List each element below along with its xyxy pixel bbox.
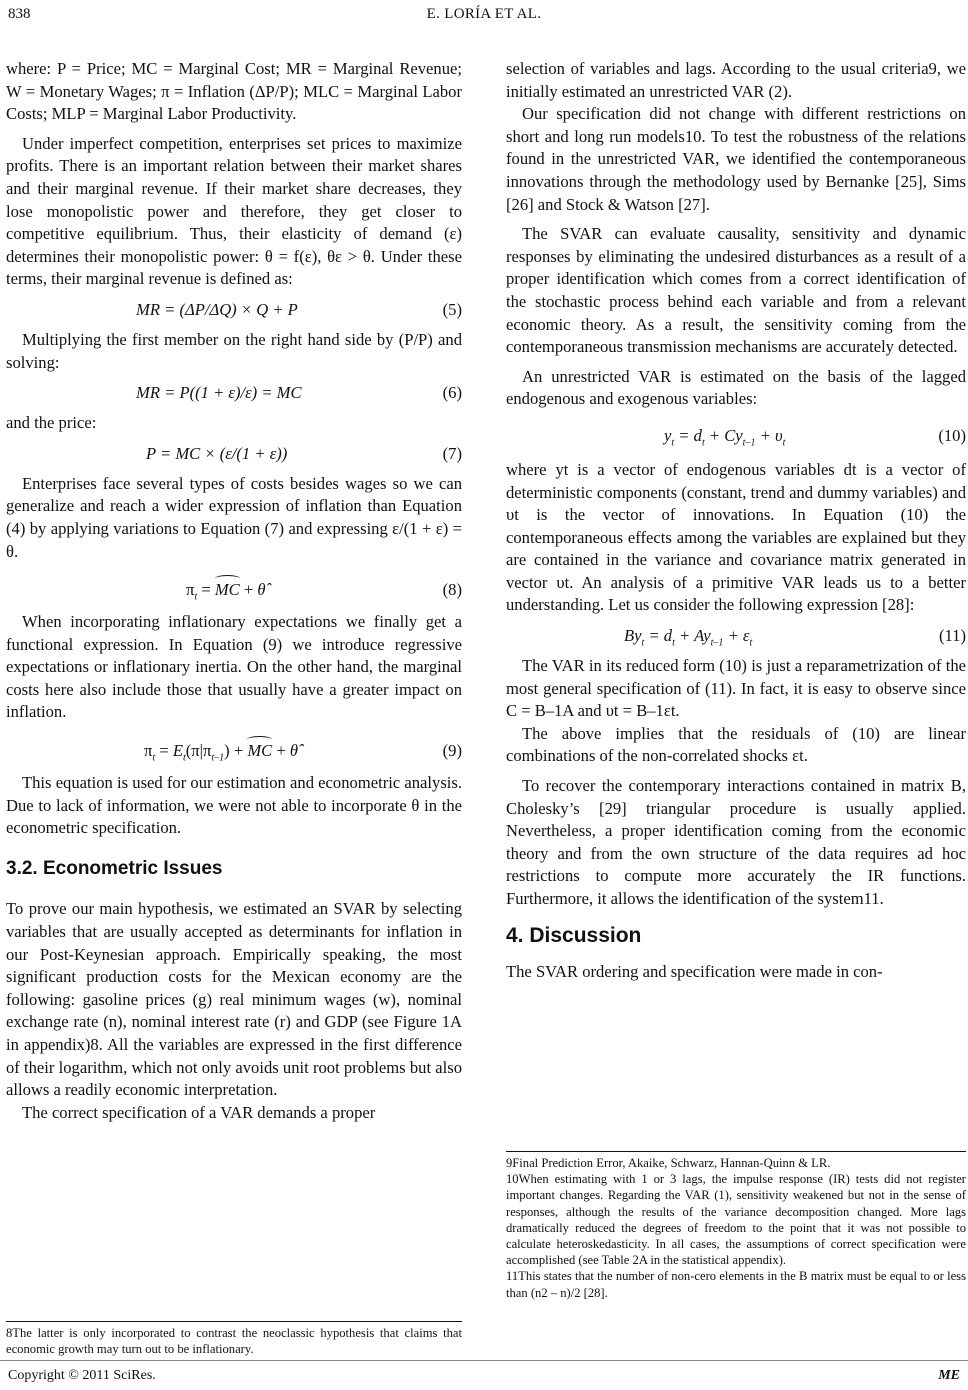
equation-8 (6, 567, 462, 607)
footnote-11: 11This states that the number of non-cero elements in the B matrix must be equal to or less than (n2 – n)/2 [28]. (506, 1269, 966, 1300)
paragraph-svar-ordering: The SVAR ordering and specification were made in con- (506, 962, 883, 982)
equation-7-formula: P = MC × (ε/(1 + ε)) (146, 443, 288, 463)
equation-7 (6, 439, 462, 469)
equation-7-number: (7) (442, 443, 462, 463)
footnotes-right (506, 1155, 966, 1301)
paragraph-and-the-price: and the price: (6, 413, 97, 433)
equation-10-number: (10) (938, 425, 966, 445)
equation-8-formula: $\pi_t$ = MC + θ̂ (186, 580, 266, 603)
paragraph-selection: selection of variables and lags. According to the usual criteria9, we initially estimated an unrestricted VAR (2). (506, 59, 966, 101)
variable-definitions: where: P = Price; MC = Marginal Cost; MR = Marginal Revenue; W = Monetary Wages; π = Inflation (ΔP/P); MLC = Marginal Labor Costs; MLP = Marginal Labor Productivity. (6, 59, 462, 124)
paragraph-var-specification: The correct specification of a VAR demands a proper (22, 1102, 376, 1122)
footnote-divider-left (6, 1321, 462, 1322)
right-column (506, 58, 966, 984)
running-header-authors: E. LORÍA ET AL. (426, 6, 542, 22)
equation-5 (6, 295, 462, 325)
equation-6 (6, 378, 462, 408)
paragraph-imperfect-competition: Under imperfect competition, enterprises set prices to maximize profits. There is an important relation between their market shares and their marginal revenue. If their market share decreases, they lose monopolistic power and therefore, they get closer to competitive equilibrium. Thus, their elasticity of demand (ε) determines their monopolistic power: θ = f(ε), θε > θ. Under these terms, their marginal revenue is defined as: (6, 133, 462, 289)
paragraph-where-yt: where yt is a vector of endogenous variables dt is a vector of deterministic components (constant, trend and dummy variables) and υt is the vector of innovations. In Equation (10) the contemporaneous effects among the variables are explained but they are contained in the variance and covariance matrix generated in vector υt. An analysis of a primitive VAR leads us to a better understanding. Let us consider the following expression [28]: (506, 459, 966, 615)
footnote-9: 9Final Prediction Error, Akaike, Schwarz, Hannan-Quinn & LR. (506, 1156, 831, 1170)
section-heading-discussion: 4. Discussion (506, 923, 642, 947)
paragraph-hypothesis: To prove our main hypothesis, we estimated an SVAR by selecting variables that are usually accepted as determinants for inflation in our Post-Keynesian approach. Empirically speaking, the most significant production costs for the Mexican economy are the following: gasoline prices (g) real minimum wages (w), nominal exchange rate (n), nominal interest rate (r) and GDP (see Figure 1A in appendix)8. All the variables are expressed in the first difference of their logarithm, which not only avoids unit root problems but also allows a readily economic interpretation. (6, 899, 462, 1100)
equation-11 (506, 621, 966, 651)
footer-copyright: Copyright © 2011 SciRes. (8, 1368, 156, 1383)
equation-5-number: (5) (442, 299, 462, 319)
paragraph-costs: Enterprises face several types of costs besides wages so we can generalize and reach a wider expression of inflation than Equation (4) by applying variations to Equation (7) and expressing ε/(1 + ε) = θ. (6, 473, 462, 561)
footer-journal: ME (938, 1368, 960, 1383)
paragraph-specification: Our specification did not change with different restrictions on short and long run models10. To test the robustness of the relations found in the unrestricted VAR, we identified the contemporaneous innovations through the methodology used by Bernanke [25], Sims [26] and Stock & Watson [27]. (506, 104, 966, 214)
page-number: 838 (8, 6, 31, 22)
equation-8-number: (8) (442, 580, 462, 600)
paragraph-svar: The SVAR can evaluate causality, sensitivity and dynamic responses by eliminating the undesired disturbances as a result of a proper identification which comes from a correct identification of the stochastic process behind each variable and from a relevant economic theory. As a result, the sensitivity coming from the contemporaneous transmission mechanisms are accurately detected. (506, 224, 966, 357)
equation-9-formula: $\pi_t = E_t(\pi|\pi_{t-1})$ + MC + θ̂ (144, 741, 299, 764)
footnote-10: 10When estimating with 1 or 3 lags, the impulse response (IR) tests did not register important changes. Regarding the VAR (1), sensitivity weakened but not in the sense of responses, although the results of the variance decomposition changed. More lags dramatically reduced the degrees of freedom to the point that it was not possible to calculate heteroskedasticity. In all cases, the assumptions of correct specification were accomplished (see Table 2A in the statistical appendix). (506, 1172, 966, 1268)
equation-10 (506, 415, 966, 455)
paragraph-cholesky: To recover the contemporary interactions contained in matrix B, Cholesky’s [29] triangular procedure is usually applied. Nevertheless, a proper identification coming from the economic theory and from the own structure of the data requires ad hoc restrictions to compute more accurately the IR functions. Furthermore, it allows the identification of the system11. (506, 776, 966, 908)
paragraph-residuals: The above implies that the residuals of (10) are linear combinations of the non-correlated shocks εt. (506, 723, 966, 766)
equation-9-number: (9) (442, 741, 462, 761)
equation-11-formula: $By_t = d_t + Ay_{t-1} + \varepsilon_t$ (624, 626, 753, 649)
equation-11-number: (11) (938, 626, 966, 646)
footnote-divider-right (506, 1151, 966, 1152)
paragraph-inflationary-expectations: When incorporating inflationary expectations we finally get a functional expression. In Equation (9) we introduce regressive expectations or inflationary inertia. On the other hand, the marginal costs here also include those that usually have a greater impact on inflation. (6, 612, 462, 722)
paragraph-unrestricted-var: An unrestricted VAR is estimated on the basis of the lagged endogenous and exogenous variables: (506, 366, 966, 409)
footer-divider (0, 1360, 968, 1361)
equation-5-formula: MR = (ΔP/ΔQ) × Q + P (136, 299, 298, 319)
equation-9 (6, 728, 462, 768)
paragraph-estimation: This equation is used for our estimation and econometric analysis. Due to lack of information, we were not able to incorporate θ in the econometric specification. (6, 773, 462, 838)
equation-6-formula: MR = P((1 + ε)/ε) = MC (136, 383, 302, 403)
equation-10-formula: $y_t = d_t + Cy_{t-1} + \upsilon_t$ (664, 425, 786, 449)
footnote-8: 8The latter is only incorporated to contrast the neoclassic hypothesis that claims that economic growth may turn out to be inflationary. (6, 1326, 462, 1357)
paragraph-multiplying: Multiplying the first member on the right hand side by (P/P) and solving: (6, 329, 462, 372)
paragraph-reduced-form: The VAR in its reduced form (10) is just a reparametrization of the most general specification of (11). In fact, it is easy to observe since C = B–1A and υt = B–1εt. (506, 656, 966, 721)
equation-6-number: (6) (442, 383, 462, 403)
section-heading-econometric-issues: 3.2. Econometric Issues (6, 857, 223, 879)
left-column (6, 58, 462, 1124)
